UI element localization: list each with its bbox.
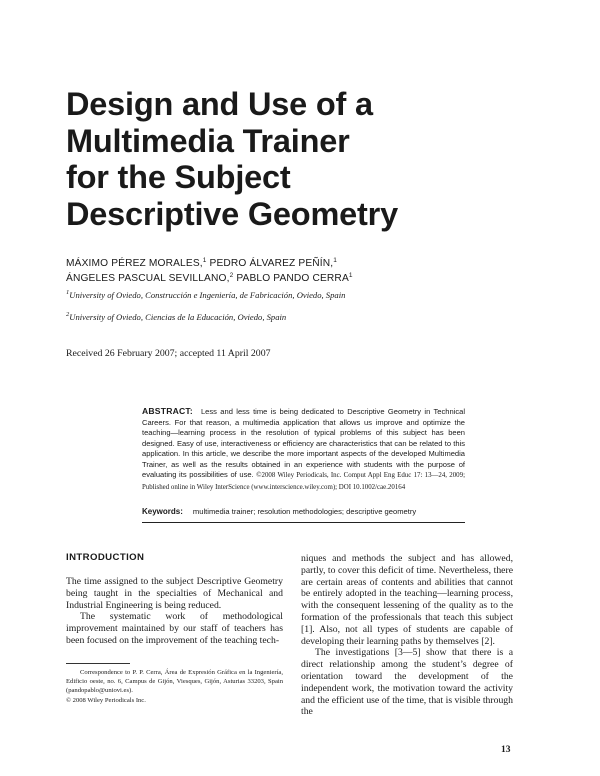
abstract-text: Less and less time is being dedicated to Descriptive Geometry in Technical Careers. For that reason, a multimedia application that allows us improve and optimize the teaching—learning process in the resolution of typical problems of this subject has been designed. Easy of use, interactiveness or efficiency are characteristics that can be related to this application. In this article, we describe the more important aspects of the developed Multimedia Trainer, as well as the results obtained in an experience with students with the purpose of evaluating its possibilities of use.	[142, 407, 465, 480]
paragraph: niques and methods the subject and has allowed, partly, to cover this deficit of time. Nevertheless, there are certain areas of contents and abilities that cannot be entirely adopted in the teaching—learning process, with the consequent lessening of the quality as to the formation of the professionals that teach this subject [1]. Also, not all types of students are capable of developing their learning paths by themselves [2].	[301, 553, 513, 647]
article-title	[66, 86, 536, 232]
abstract	[142, 406, 465, 493]
affiliation	[66, 290, 345, 300]
title-line: Design and Use of a	[66, 86, 373, 122]
keywords-label: Keywords:	[142, 507, 183, 516]
paragraph: The investigations [3—5] show that there is a direct relationship among the student’s degree of orientation toward the development of the independent work, the motivation toward the activity and the efficient use of the time, that is visible through the	[301, 647, 513, 718]
affiliation-text: University of Oviedo, Ciencias de la Educación, Oviedo, Spain	[69, 312, 287, 322]
correspondence-note: Correspondence to P. P. Cerra, Área de Expresión Gráfica en la Ingeniería, Edificio oeste, no. 6, Campus de Gijón, Viesques, Gijón, Asturias 33203, Spain (pandopablo@uniovi.es).	[66, 669, 283, 694]
affiliation-mark: 1	[66, 289, 70, 296]
body-column-left	[66, 576, 283, 647]
footnote	[66, 668, 283, 705]
title-line: Descriptive Geometry	[66, 195, 398, 232]
paragraph: The time assigned to the subject Descriptive Geometry being taught in the specialties of Mechanical and Industrial Engineering is being reduced.	[66, 576, 283, 611]
author-affil-mark: 1	[202, 257, 207, 264]
affiliation	[66, 312, 286, 322]
author-affil-mark: 1	[333, 257, 338, 264]
title-line: for the Subject	[66, 159, 291, 195]
author-line	[66, 257, 353, 272]
author-name: ÁNGELES PASCUAL SEVILLANO,	[66, 272, 230, 284]
author-name: PEDRO ÁLVAREZ PEÑÍN,	[206, 258, 334, 269]
title-line: Multimedia Trainer	[66, 122, 350, 159]
author-name: MÁXIMO PÉREZ MORALES,	[66, 258, 203, 269]
section-divider	[142, 522, 465, 523]
section-heading: INTRODUCTION	[66, 552, 145, 563]
keywords	[142, 507, 416, 516]
abstract-label: ABSTRACT:	[142, 406, 193, 416]
keywords-text: multimedia trainer; resolution methodologies; descriptive geometry	[192, 507, 417, 516]
paragraph: The systematic work of methodological improvement maintained by our staff of teachers has been focused on the improvement of the teaching tech-	[66, 611, 283, 646]
author-list	[66, 257, 353, 286]
affiliation-text: University of Oviedo, Construcción e Ingeniería, de Fabricación, Oviedo, Spain	[69, 290, 346, 300]
copyright-note: © 2008 Wiley Periodicals Inc.	[66, 697, 146, 704]
author-affil-mark: 1	[348, 271, 353, 279]
footnote-divider	[66, 663, 130, 664]
affiliation-mark: 2	[66, 311, 70, 318]
author-line	[66, 272, 353, 287]
body-column-right	[301, 553, 513, 718]
abstract-citation: ©2008 Wiley Periodicals, Inc. Comput Appl Eng Educ 17: 13—24, 2009; Published online in Wiley InterScience (www.interscience.wiley.com); DOI 10.1002/cae.20164	[142, 472, 465, 491]
page-number: 13	[501, 745, 511, 755]
received-dates: Received 26 February 2007; accepted 11 April 2007	[66, 348, 271, 359]
author-affil-mark: 2	[229, 271, 234, 279]
author-name: PABLO PANDO CERRA	[233, 272, 349, 284]
